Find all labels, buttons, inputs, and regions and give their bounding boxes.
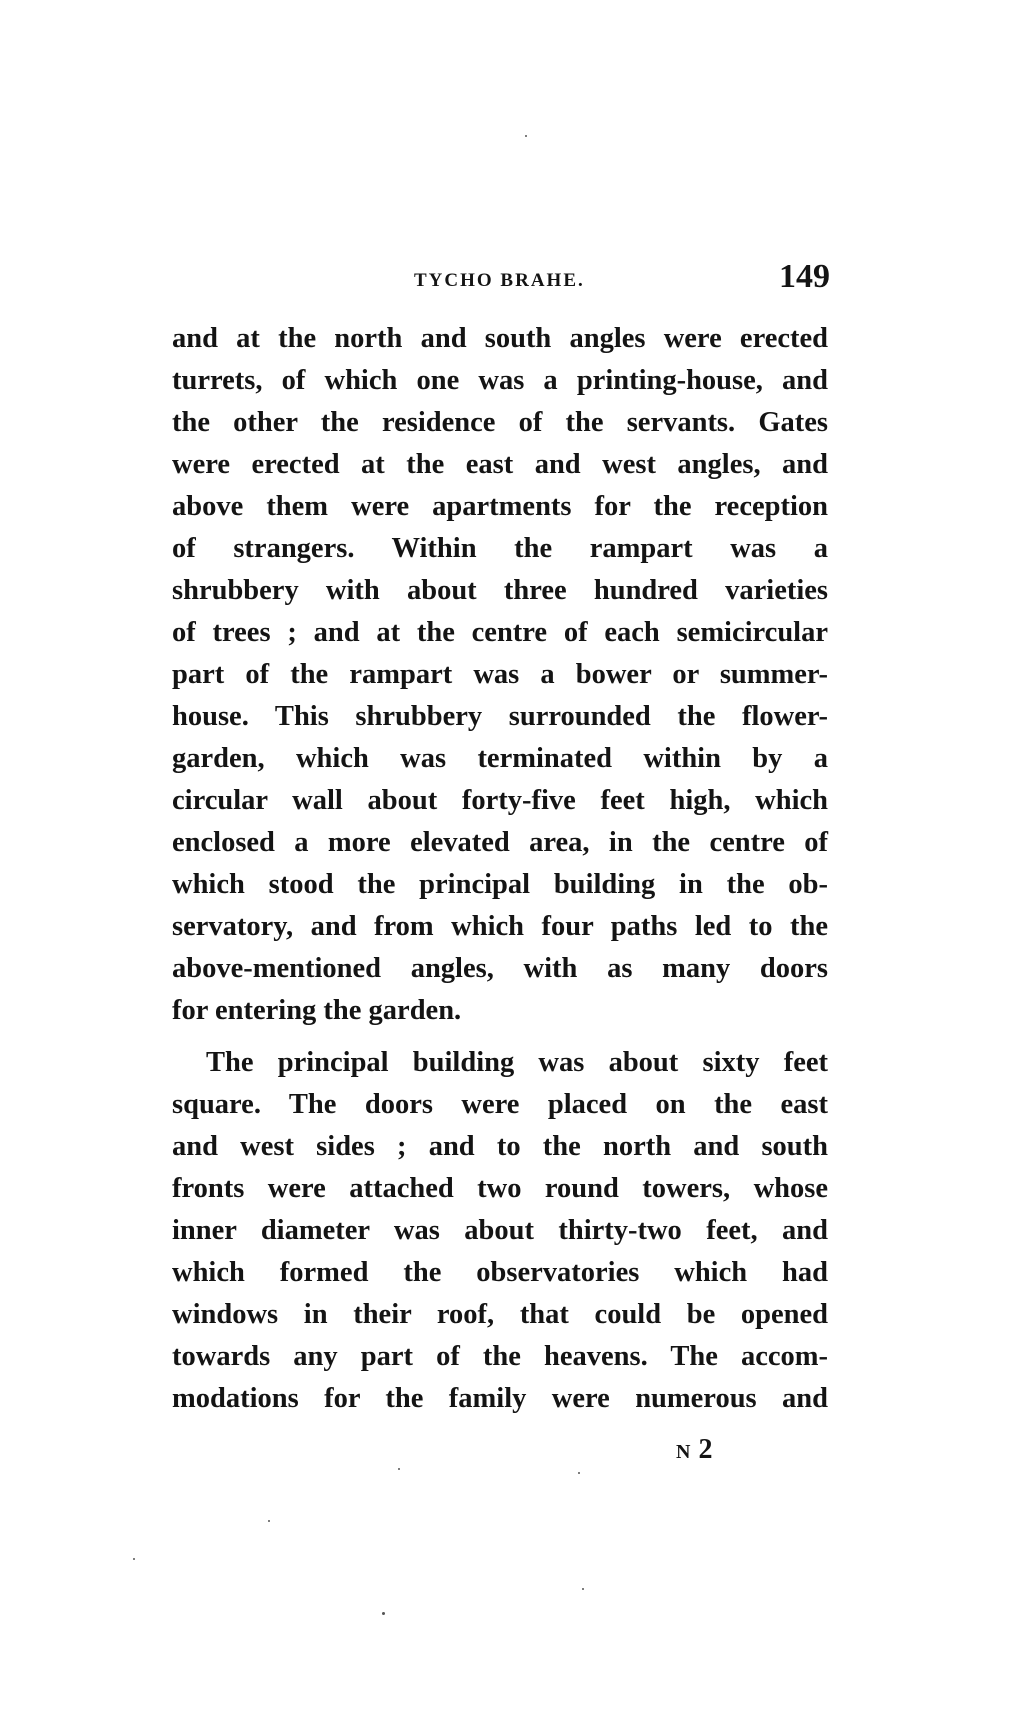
ink-speck <box>398 1468 400 1470</box>
text-line: and at the north and south angles were erected <box>172 323 828 354</box>
text-line: the other the residence of the servants. Gates <box>172 407 828 438</box>
page-number: 149 <box>779 258 830 295</box>
text-line: circular wall about forty-five feet high, which <box>172 785 828 816</box>
running-head <box>178 258 830 298</box>
text-line: of trees ; and at the centre of each semicircular <box>172 617 828 648</box>
text-line: above-mentioned angles, with as many doors <box>172 953 828 984</box>
text-line: The principal building was about sixty feet <box>206 1047 828 1078</box>
running-title: TYCHO BRAHE. <box>414 270 585 291</box>
text-line: and west sides ; and to the north and south <box>172 1131 828 1162</box>
ink-speck <box>268 1520 270 1522</box>
text-line: garden, which was terminated within by a <box>172 743 828 774</box>
ink-speck <box>525 135 527 137</box>
paragraph <box>172 1042 828 1420</box>
ink-speck <box>578 1472 580 1474</box>
text-line: enclosed a more elevated area, in the centre of <box>172 827 828 858</box>
text-line: house. This shrubbery surrounded the flower- <box>172 701 828 732</box>
text-line: windows in their roof, that could be opened <box>172 1299 828 1330</box>
body-text <box>172 318 828 1420</box>
text-line: inner diameter was about thirty-two feet, and <box>172 1215 828 1246</box>
text-line: shrubbery with about three hundred varieties <box>172 575 828 606</box>
signature-mark <box>676 1434 712 1466</box>
text-line: which formed the observatories which had <box>172 1257 828 1288</box>
text-line: were erected at the east and west angles, and <box>172 449 828 480</box>
ink-speck <box>582 1588 584 1590</box>
text-line: square. The doors were placed on the east <box>172 1089 828 1120</box>
paragraph-gap <box>172 1032 828 1042</box>
text-line: fronts were attached two round towers, whose <box>172 1173 828 1204</box>
paragraph <box>172 318 828 1032</box>
text-line: servatory, and from which four paths led to the <box>172 911 828 942</box>
text-line: which stood the principal building in the ob- <box>172 869 828 900</box>
text-line: for entering the garden. <box>172 995 462 1026</box>
text-line: towards any part of the heavens. The accom- <box>172 1341 828 1372</box>
text-line: modations for the family were numerous and <box>172 1383 828 1414</box>
ink-speck <box>133 1558 135 1560</box>
text-line: of strangers. Within the rampart was a <box>172 533 828 564</box>
signature-number: 2 <box>698 1434 713 1465</box>
signature-letter: N <box>676 1441 692 1463</box>
text-line: part of the rampart was a bower or summer- <box>172 659 828 690</box>
ink-speck <box>382 1612 385 1615</box>
text-line: above them were apartments for the reception <box>172 491 828 522</box>
text-line: turrets, of which one was a printing-house, and <box>172 365 828 396</box>
